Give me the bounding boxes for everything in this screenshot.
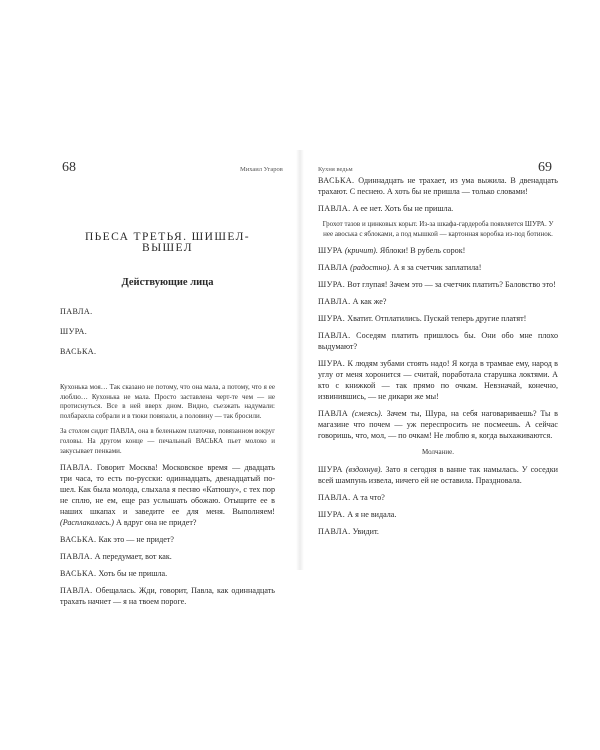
left-text-column: [60, 175, 275, 607]
dialogue-line: [60, 534, 275, 545]
stage-direction: За столом сидит ПАВЛА, она в беленьком платочке, повязанном вокруг головы. На другом конце — печальный ВАСЬКА пьет молоко и закусывает пенками.: [60, 427, 275, 455]
dialogue-line: [318, 492, 558, 503]
line-text: Одиннадцать не трахает, из ума выжила. В двенадцать трахают. С песнею. А хоть бы не пришла — только словами!: [318, 176, 558, 196]
speaker: ПАВЛА.: [318, 493, 351, 503]
stage-direction: Кухонька моя… Так сказано не потому, что она мала, а потому, что я ее люблю… Кухонька не мала. Просто заставлена черт-те чем — не протиснуться. Все в ней вверх дном. Видно, съезжать надумали: полбарахла собрали и в тюки повязали, а половину — так бросили.: [60, 383, 275, 420]
dialogue-line: [318, 408, 558, 441]
line-text: А вдруг она не придет?: [116, 518, 197, 528]
speaker: ШУРА.: [318, 314, 346, 324]
stage-direction: Грохот тазов и цинковых корыт. Из-за шкафа-гардероба появляется ШУРА. У нее авоська с яблоками, а под мышкой — картонная коробка из-под ботинок.: [322, 220, 554, 238]
speaker: ШУРА.: [318, 510, 346, 520]
speaker: ПАВЛА: [318, 263, 349, 273]
line-text: А та что?: [352, 493, 385, 503]
speaker: ВАСЬКА.: [60, 569, 97, 579]
dialogue-line: [318, 509, 558, 520]
speaker: ПАВЛА.: [60, 552, 93, 562]
speaker: ВАСЬКА.: [318, 176, 355, 185]
dialogue-line: [318, 358, 558, 402]
speaker: ПАВЛА: [318, 409, 349, 419]
line-text: А я не видала.: [347, 510, 397, 520]
line-text: Обещалась. Жди, говорит, Павла, как одиннадцать трахать начнет — я на твоем пороге.: [60, 586, 275, 607]
left-page-number: 68: [62, 160, 76, 175]
line-text: Зато я сегодня в ванне так намылась. У соседки всей шампунь извела, ничего ей не оставила. Праздновала.: [318, 465, 558, 486]
dialogue-line: [318, 279, 558, 290]
dialogue-line: [318, 262, 558, 273]
dialogue-line: [318, 526, 558, 537]
line-direction: (кричит).: [344, 246, 378, 256]
cast-item: ШУРА.: [60, 327, 88, 336]
dialogue-line: [318, 330, 558, 352]
right-text-column: [318, 175, 558, 537]
dialogue-line: [318, 464, 558, 486]
cast-item: ВАСЬКА.: [60, 347, 97, 356]
dialogue-line: [318, 175, 558, 197]
dialogue-line: [60, 585, 275, 607]
speaker: ШУРА.: [318, 359, 346, 369]
dialogue-line: [318, 296, 558, 307]
line-direction: (вздохнув).: [345, 465, 383, 475]
cast-heading: Действующие лица: [121, 277, 214, 288]
line-direction: (смеясь).: [351, 409, 383, 419]
line-direction: (радостно).: [350, 263, 392, 273]
speaker: ВАСЬКА.: [60, 535, 97, 545]
right-running-head: Кухня ведьм: [318, 166, 353, 173]
speaker: ПАВЛА.: [60, 586, 93, 596]
right-page: [300, 0, 600, 750]
dialogue-line: [318, 313, 558, 324]
line-text: Увидит.: [352, 527, 379, 537]
line-text: Яблоки! В рубель сорок!: [379, 246, 466, 256]
line-text: К людям зубами стоять надо! Я когда в трамвае ему, народ в углу от меня хоронится — считай, поработала старушка локтями. А кто с книжкой — так прямо по очкам. Невзначай, конечно, извинившись, — не дикари же мы!: [318, 359, 558, 402]
right-page-number: 69: [538, 160, 552, 175]
line-text: Хоть бы не пришла.: [98, 569, 168, 579]
cast-list: [60, 306, 275, 357]
play-title: ПЬЕСА ТРЕТЬЯ. ШИШЕЛ-ВЫШЕЛ: [84, 231, 251, 254]
speaker: ПАВЛА.: [318, 204, 351, 213]
line-direction: (Расплакалась.): [60, 518, 114, 528]
dialogue-line: [60, 568, 275, 579]
line-text: Соседям платить пришлось бы. Они обо мне плохо выдумают?: [318, 331, 558, 352]
dialogue-line: [318, 203, 558, 214]
dialogue-line: [60, 551, 275, 562]
dialogue-line: [318, 245, 558, 256]
line-text: А ее нет. Хоть бы не пришла.: [352, 204, 454, 213]
line-text: Как это — не придет?: [98, 535, 174, 545]
line-text: А передумает, вот как.: [94, 552, 172, 562]
speaker: ПАВЛА.: [318, 527, 351, 537]
speaker: ПАВЛА.: [318, 331, 351, 341]
left-running-head: Михаил Угаров: [240, 166, 283, 173]
line-text: А я за счетчик заплатила!: [393, 263, 482, 273]
stage-direction-silence: Молчание.: [422, 448, 454, 457]
cast-item: ПАВЛА.: [60, 307, 93, 316]
speaker: ШУРА: [318, 246, 343, 256]
line-text: Вот глупая! Зачем это — за счетчик платить? Баловство это!: [347, 280, 556, 290]
speaker: ШУРА.: [318, 280, 346, 290]
line-text: Говорит Москва! Московское время — двадцать три часа, то есть по-русски: одиннадцать, двенадцатый по-шел. Как была молода, слыхала я песню «Катюшу», с тех пор не сплю, не ем, еще раз услышать обожаю. Отыщите ее в наших шкапах и заведите ее для меня. Выполняем!: [60, 463, 275, 517]
speaker: ШУРА: [318, 465, 343, 475]
line-text: Хватит. Отплатились. Пускай теперь другие платят!: [347, 314, 527, 324]
line-text: Зачем ты, Шура, на себя наговариваешь? Ты в магазине что почем — уж переспросить не посмеешь. А сейчас говоришь, что, мол, — по очкам! Не люблю я, когда выхаживаются.: [318, 409, 559, 441]
line-text: А как же?: [352, 297, 387, 307]
speaker: ПАВЛА.: [60, 463, 93, 473]
speaker: ПАВЛА.: [318, 297, 351, 307]
dialogue-line: [60, 462, 275, 528]
